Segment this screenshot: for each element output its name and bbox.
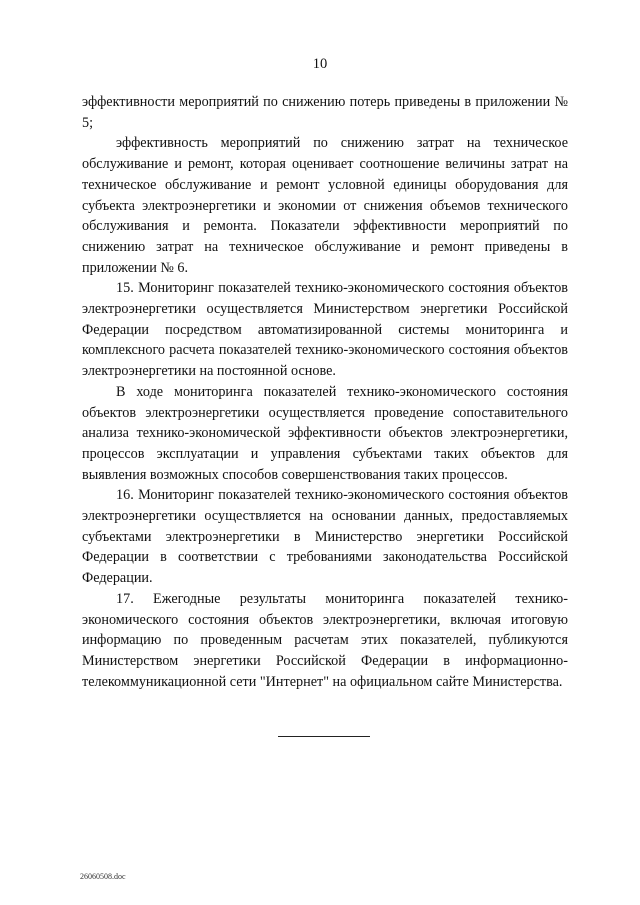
paragraph: 17. Ежегодные результаты мониторинга показателей технико-экономического состояния объектов электроэнергетики, включая итоговую информацию по проведенным расчетам этих показателей, публикуются Министерством энергетики Российской Федерации в информационно-телекоммуникационной сети "Интернет" на официальном сайте Министерства.	[82, 590, 568, 690]
paragraph: 16. Мониторинг показателей технико-экономического состояния объектов электроэнергетики осуществляется на основании данных, предоставляемых субъектами электроэнергетики в Министерство энергетики Российской Федерации в соответствии с требованиями законодательства Российской Федерации.	[82, 487, 568, 587]
paragraph: В ходе мониторинга показателей технико-экономического состояния объектов электроэнергетики осуществляется проведение сопоставительного анализа технико-экономической эффективности объектов электроэнергетики, процессов эксплуатации и управления субъектами таких объектов для выявления возможных способов совершенствования таких процессов.	[82, 383, 568, 483]
paragraph: эффективности мероприятий по снижению потерь приведены в приложении № 5;	[82, 94, 568, 131]
footer-file-code: 26060508.doc	[80, 872, 126, 881]
document-body	[82, 92, 568, 692]
end-divider-line	[278, 736, 370, 737]
paragraph: эффективность мероприятий по снижению затрат на техническое обслуживание и ремонт, которая оценивает соотношение величины затрат на техническое обслуживание и ремонт условной единицы оборудования для субъекта электроэнергетики и экономии от снижения объемов технического обслуживания и ремонта. Показатели эффективности мероприятий по снижению затрат на техническое обслуживание и ремонт приведены в приложении № 6.	[82, 135, 568, 276]
paragraph: 15. Мониторинг показателей технико-экономического состояния объектов электроэнергетики осуществляется Министерством энергетики Российской Федерации посредством автоматизированной системы мониторинга и комплексного расчета показателей технико-экономического состояния объектов электроэнергетики на постоянной основе.	[82, 280, 568, 380]
page-number: 10	[312, 56, 328, 72]
